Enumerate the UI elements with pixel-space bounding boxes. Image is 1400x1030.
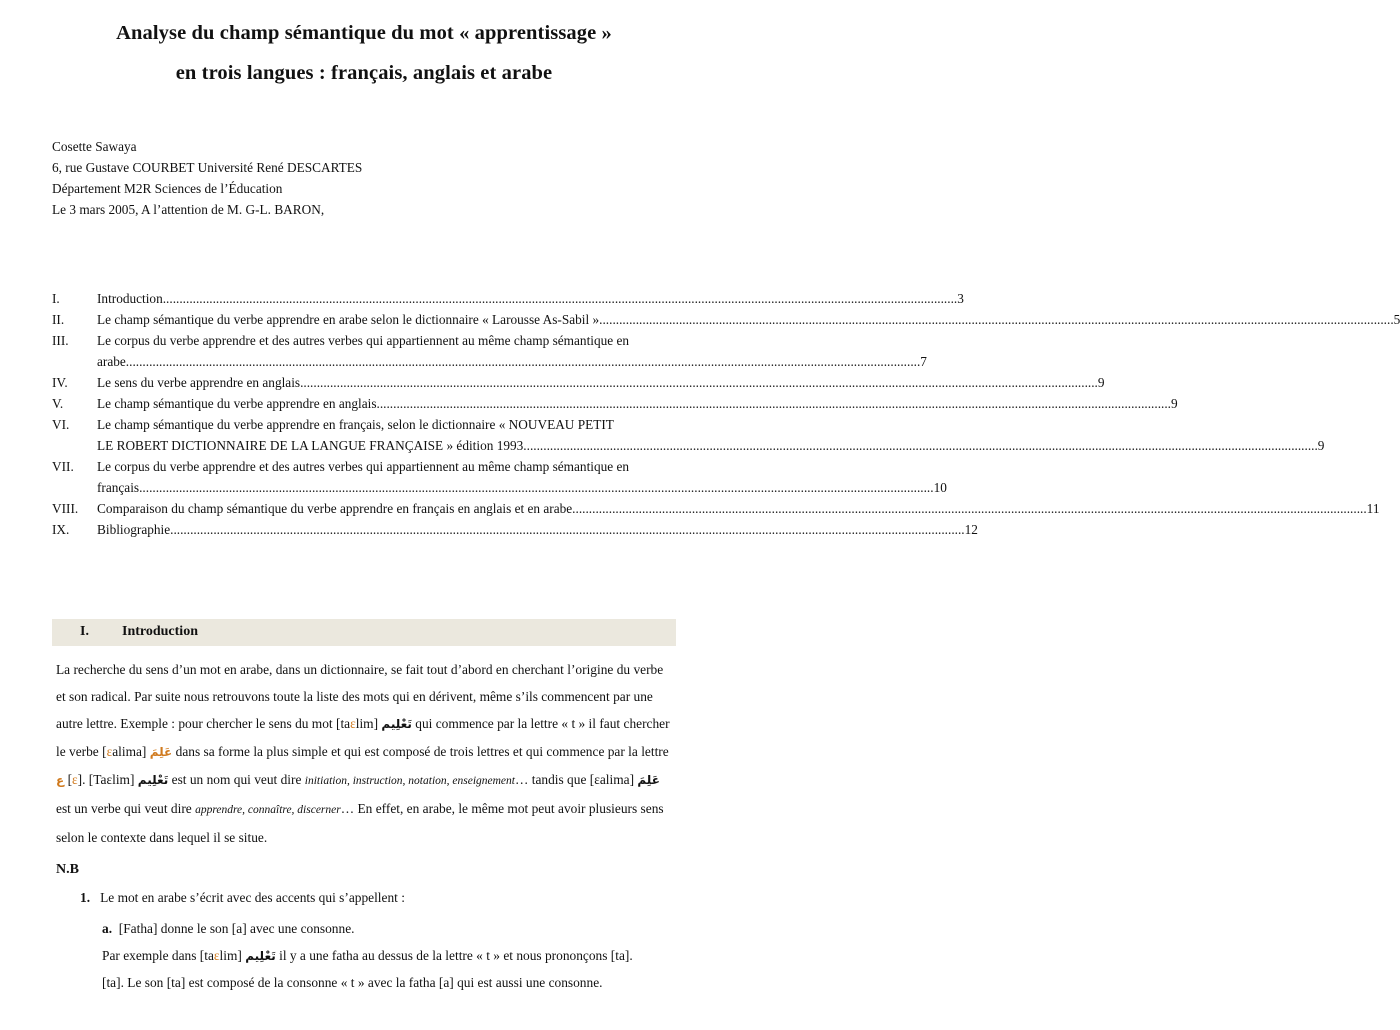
example-text: Par exemple dans [ta xyxy=(102,948,214,963)
toc-number: VII. xyxy=(52,459,74,474)
toc-page-number: 10 xyxy=(933,480,947,495)
para-text: … En effet, en arabe, le même mot peut avoir plusieurs sens selon le contexte dans lequel il se situe. xyxy=(56,801,664,845)
para-text: ]. [Ta xyxy=(77,772,107,787)
toc-entry[interactable] xyxy=(52,330,927,372)
toc-page-number: 11 xyxy=(1366,501,1380,516)
para-text: est un nom qui veut dire xyxy=(171,772,302,787)
toc-leader-dots xyxy=(126,351,921,372)
para-text: … tandis que [ xyxy=(514,772,595,787)
toc-leader-dots xyxy=(163,288,958,309)
toc-title: Bibliographie xyxy=(97,522,171,537)
toc-number: IX. xyxy=(52,522,70,537)
toc-entry[interactable] xyxy=(52,456,947,498)
toc-entry[interactable] xyxy=(52,309,1400,330)
toc-page-number: 9 xyxy=(1171,396,1178,411)
toc-page-number: 12 xyxy=(964,522,978,537)
toc-entry[interactable] xyxy=(52,393,1178,414)
nb-item-number: 1. xyxy=(80,890,91,905)
introduction-paragraph xyxy=(56,656,676,851)
toc-title: Le champ sémantique du verbe apprendre en anglais xyxy=(97,396,377,411)
para-text: alima] xyxy=(599,772,635,787)
toc-leader-dots xyxy=(599,309,1394,330)
nb-last-line: [ta]. Le son [ta] est composé de la consonne « t » avec la fatha [a] qui est aussi une consonne. xyxy=(102,975,603,990)
toc-leader-dots xyxy=(523,435,1318,456)
toc-number: II. xyxy=(52,312,65,327)
toc-entry[interactable] xyxy=(52,498,1380,519)
toc-entry[interactable] xyxy=(52,288,964,309)
toc-leader-dots xyxy=(303,372,1098,393)
para-text: [ xyxy=(67,772,73,787)
toc-entry[interactable] xyxy=(52,372,1105,393)
toc-leader-dots xyxy=(139,477,934,498)
toc-number: V. xyxy=(52,396,64,411)
author-name: Cosette Sawaya xyxy=(52,139,137,154)
meanings-italic: initiation, instruction, notation, enseignement xyxy=(304,775,515,787)
nb-sub-a-label: a. xyxy=(102,921,113,936)
table-of-contents xyxy=(52,288,1400,540)
toc-entry[interactable] xyxy=(52,519,978,540)
arabic-word: تَعْلِيم xyxy=(381,717,412,731)
section-number: I. xyxy=(80,624,89,639)
author-date-line: Le 3 mars 2005, A l’attention de M. G-L. BARON, xyxy=(52,202,325,217)
nb-label: N.B xyxy=(56,862,79,877)
nb-sub-a xyxy=(102,921,355,937)
document-title-line-2: en trois langues : français, anglais et arabe xyxy=(175,62,553,84)
arabic-word: تَعْلِيم xyxy=(137,773,169,787)
section-heading-introduction xyxy=(52,619,676,646)
toc-title: Comparaison du champ sémantique du verbe apprendre en français en anglais et en arabe xyxy=(97,501,573,516)
para-text: dans sa forme la plus simple et qui est composé de trois lettres et qui commence par la lettre xyxy=(175,744,669,759)
nb-example xyxy=(102,948,633,964)
toc-number: VIII. xyxy=(52,501,79,516)
para-text: est un verbe qui veut dire xyxy=(56,801,192,816)
document-title-line-1: Analyse du champ sémantique du mot « apprentissage » xyxy=(116,22,612,44)
epsilon-glyph: ε xyxy=(350,716,356,731)
example-text: il y a une fatha au dessus de la lettre « t » et nous prononçons [ta]. xyxy=(279,948,633,963)
toc-leader-dots xyxy=(170,519,965,540)
author-address: 6, rue Gustave COURBET Université René DESCARTES xyxy=(52,160,363,175)
toc-entry[interactable] xyxy=(52,414,1325,456)
nb-item-1 xyxy=(80,890,405,906)
para-text: lim] xyxy=(355,716,379,731)
toc-page-number: 3 xyxy=(957,291,964,306)
arabic-word: تَعْلِيم xyxy=(245,949,276,963)
epsilon-glyph: ε xyxy=(594,772,600,787)
arabic-word: عَلِمَ xyxy=(149,745,173,759)
nb-item-text: Le mot en arabe s’écrit avec des accents qui s’appellent : xyxy=(100,890,405,905)
epsilon-glyph: ε xyxy=(106,744,113,759)
toc-page-number: 9 xyxy=(1317,438,1325,453)
toc-leader-dots xyxy=(377,393,1172,414)
nb-sub-a-text: [Fatha] donne le son [a] avec une consonne. xyxy=(118,921,355,936)
toc-title: Introduction xyxy=(97,291,163,306)
arabic-letter: ع xyxy=(56,773,65,787)
toc-number: III. xyxy=(52,333,69,348)
para-text: alima] xyxy=(112,744,147,759)
epsilon-glyph: ε xyxy=(72,772,78,787)
para-text: La recherche du sens d’un mot en arabe, dans un dictionnaire, se fait tout d’abord en cherchant l’origine du verbe et son radical. Par suite nous retrouvons toute la liste des mots qui en dérivent, même s’ils commencent par une autre lettre. Exemple : pour chercher le sens du mot [ta xyxy=(56,662,664,731)
toc-title: Le champ sémantique du verbe apprendre en français, selon le dictionnaire « NOUVEAU PETIT xyxy=(97,417,614,432)
meanings-italic: apprendre, connaître, discerner xyxy=(195,804,341,816)
toc-title: arabe xyxy=(97,354,126,369)
arabic-word: عَلِمَ xyxy=(637,773,660,787)
toc-title: français xyxy=(97,480,140,495)
toc-leader-dots xyxy=(572,498,1367,519)
toc-page-number: 7 xyxy=(920,354,927,369)
epsilon-glyph: ε xyxy=(213,948,220,963)
author-department: Département M2R Sciences de l’Éducation xyxy=(52,181,283,196)
epsilon-glyph: ε xyxy=(106,772,113,787)
author-block xyxy=(52,136,362,220)
section-label: Introduction xyxy=(122,624,198,639)
toc-number: I. xyxy=(52,291,60,306)
toc-number: IV. xyxy=(52,375,68,390)
toc-page-number: 5 xyxy=(1393,312,1400,327)
para-text: lim] xyxy=(112,772,135,787)
toc-title: LE ROBERT DICTIONNAIRE DE LA LANGUE FRANÇAISE » édition 1993 xyxy=(97,438,524,453)
toc-title: Le corpus du verbe apprendre et des autres verbes qui appartiennent au même champ sémantique en xyxy=(97,459,630,474)
para-text: qui commence par la lettre « t » il faut chercher le verbe [ xyxy=(56,716,670,759)
toc-title: Le champ sémantique du verbe apprendre en arabe selon le dictionnaire « Larousse As-Sabil » xyxy=(97,312,600,327)
example-text: lim] xyxy=(219,948,242,963)
toc-title: Le corpus du verbe apprendre et des autres verbes qui appartiennent au même champ sémantique en xyxy=(97,333,630,348)
toc-title: Le sens du verbe apprendre en anglais. xyxy=(97,375,304,390)
toc-number: VI. xyxy=(52,417,70,432)
toc-page-number: 9 xyxy=(1097,375,1105,390)
